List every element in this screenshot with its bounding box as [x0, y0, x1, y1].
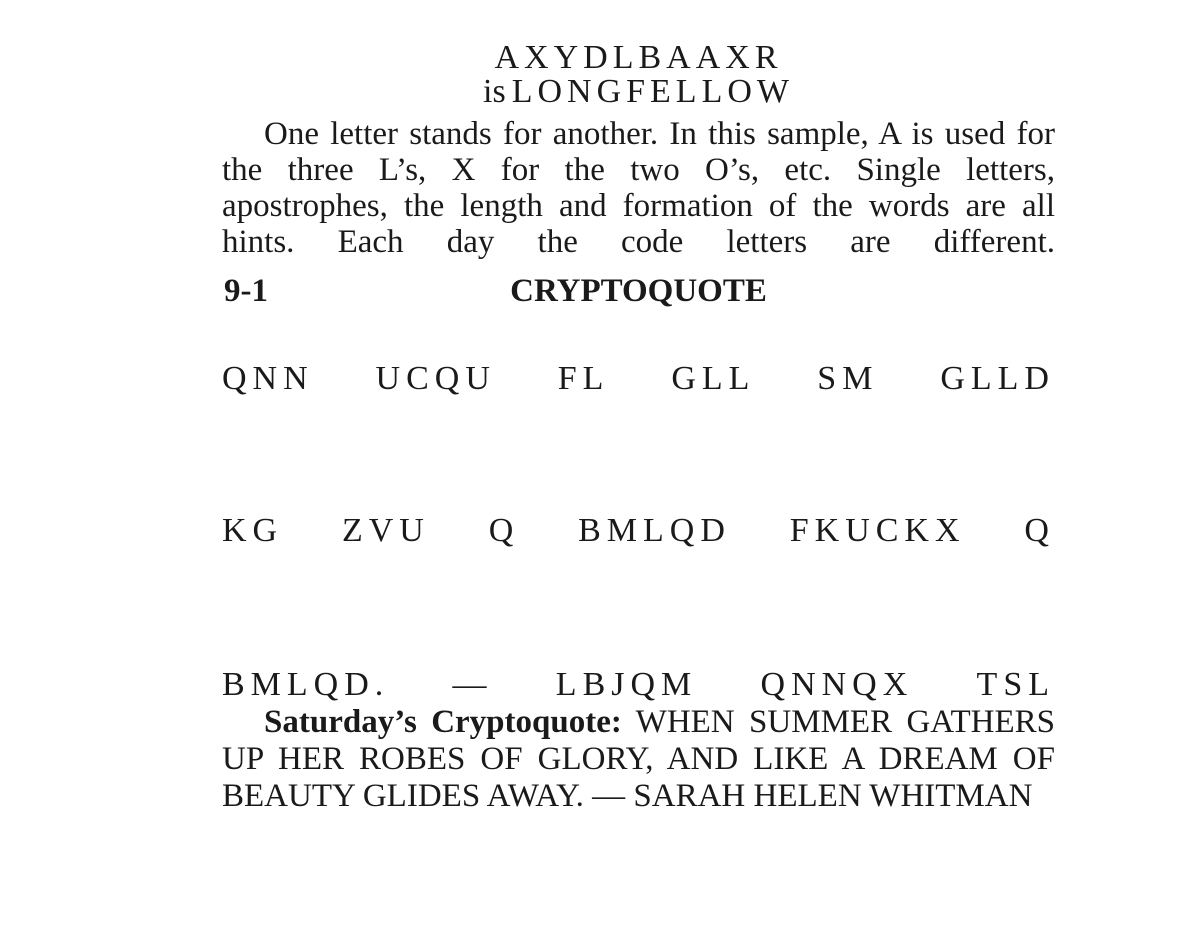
cipher-word: LBJQM	[555, 666, 698, 703]
previous-answer-text: WHEN SUMMER GATHERS UP HER ROBES OF GLORY, AND LIKE A DREAM OF BEAUTY GLIDES AWAY. — SARAH HELEN WHITMAN	[222, 704, 1055, 814]
cipher-line-1	[222, 359, 1055, 399]
cipher-word: QNNQX	[760, 666, 914, 703]
cipher-word: KG	[222, 512, 284, 549]
cipher-word: UCQU	[375, 360, 496, 397]
cipher-word: BMLQD.	[222, 666, 390, 703]
previous-answer-label: Saturday’s Cryptoquote:	[264, 704, 622, 740]
example-cipher-line	[222, 39, 1055, 76]
cipher-word: TSL	[976, 666, 1055, 703]
cipher-word: ZVU	[341, 512, 430, 549]
cipher-word: Q	[1024, 512, 1055, 549]
example-plain-text: LONGFELLOW	[511, 73, 794, 110]
cipher-line-2	[222, 511, 1055, 551]
puzzle-number: 9-1	[224, 273, 268, 309]
example-plain-line	[222, 73, 1055, 110]
example-is-word: is	[483, 73, 506, 110]
puzzle-title: CRYPTOQUOTE	[510, 273, 767, 309]
cipher-word: —	[452, 666, 493, 703]
cipher-word: BMLQD	[578, 512, 731, 549]
cipher-word: GLL	[671, 360, 756, 397]
cipher-word: Q	[488, 512, 520, 549]
previous-answer	[222, 704, 1055, 815]
cipher-word: FKUCKX	[789, 512, 966, 549]
cipher-word: QNN	[222, 360, 314, 397]
instructions-paragraph: One letter stands for another. In this sample, A is used for the three L’s, X for the two O’s, etc. Single letters, apostrophes, the length and formation of the words are all hints. Each day the code letters are different.	[222, 116, 1055, 260]
cipher-line-3	[222, 665, 1055, 705]
cipher-word: SM	[817, 360, 879, 397]
cipher-word: GLLD	[940, 360, 1055, 397]
example-cipher-text: AXYDLBAAXR	[494, 39, 783, 76]
cipher-word: FL	[557, 360, 610, 397]
puzzle-header	[222, 273, 1055, 309]
